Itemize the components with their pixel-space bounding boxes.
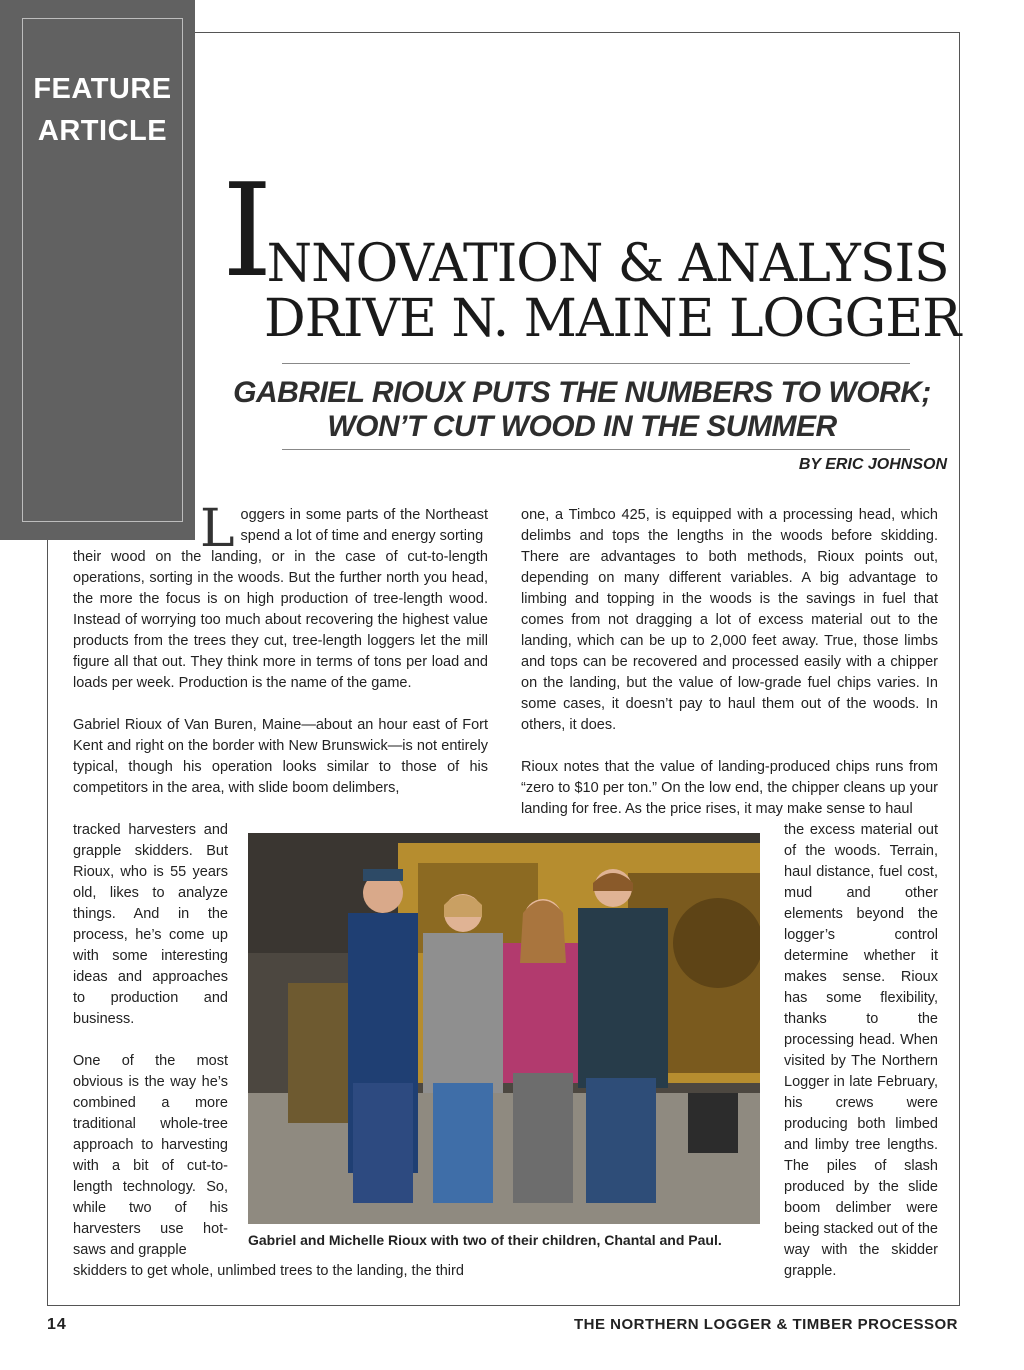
photo-caption: Gabriel and Michelle Rioux with two of their children, Chantal and Paul. — [248, 1232, 722, 1248]
paragraph-5-continued: the excess material out of the woods. Terrain, haul distance, fuel cost, mud and other elements beyond the logger’s control determine whether it makes sense. Rioux has some flexibility, thanks to the processing head. When visited by The Northern Logger in late February, his crews were producing both limbed and limby tree lengths. The piles of slash produced by the slide boom delimber were being stacked out of the way with the skidder grapple. — [784, 822, 938, 1279]
headline-line1 — [222, 157, 955, 306]
section-tag-line2: ARTICLE — [37, 115, 168, 147]
headline-drop-letter: I — [222, 157, 273, 306]
article-column-right — [521, 505, 938, 841]
byline: BY ERIC JOHNSON — [798, 456, 947, 473]
page-number: 14 — [47, 1316, 67, 1333]
paragraph-4: one, a Timbco 425, is equipped with a processing head, which delimbs and tops the lengths in the woods before skidding. There are advantages to both methods, Rioux points out, depending on many different variables. A big advantage to limbing and topping in the woods is the savings in fuel that comes from not dragging a lot of excess material out to the landing, which can be up to 2,000 feet away. True, those limbs and tops can be recovered and processed easily with a chipper on the landing, but the value of low-grade fuel chips varies. In some cases, it doesn’t pay to haul them out of the woods. In others, it does. — [521, 507, 938, 733]
section-tag-box — [0, 0, 195, 540]
paragraph-1-start: oggers in some parts of the Northeast spend a lot of time and energy sorting — [240, 507, 488, 544]
publication-name: THE NORTHERN LOGGER & TIMBER PROCESSOR — [573, 1316, 958, 1333]
article-column-left-narrow — [73, 820, 228, 1282]
headline-divider-top — [282, 363, 910, 364]
subheadline-divider — [282, 449, 910, 450]
article-column-left — [73, 547, 488, 820]
paragraph-1: their wood on the landing, or in the case of cut-to-length operations, sorting in the woods. But the further north you head, the more the focus is on high production of tree-length wood. Instead of worrying too much about recovering the highest value products from the trees they cut, tree-length loggers let the mill figure all that out. They think more in terms of tons per load and loads per week. Production is the name of the game. — [73, 549, 488, 691]
paragraph-5: Rioux notes that the value of landing-produced chips runs from “zero to $10 per ton.” On the low end, the chipper cleans up your landing for free. As the price rises, it may make sense to haul — [521, 759, 938, 817]
article-opening — [200, 499, 488, 559]
drop-cap: L — [200, 499, 235, 559]
paragraph-3-end: skidders to get whole, unlimbed trees to the landing, the third — [73, 1263, 464, 1279]
family-photo — [248, 833, 760, 1224]
paragraph-2: Gabriel Rioux of Van Buren, Maine—about an hour east of Fort Kent and right on the border with New Brunswick—is not entirely typical, though his operation looks similar to those of his competitors in the area, with slide boom delimbers, — [73, 717, 488, 796]
section-tag-line1: FEATURE — [33, 73, 172, 105]
headline-line1-text: NNOVATION & ANALYSIS — [266, 234, 949, 294]
paragraph-2-continued: tracked harvesters and grapple skidders. But Rioux, who is 55 years old, likes to analyze things. And in the process, he’s come up with some interesting ideas and approaches to production and business. — [73, 822, 228, 1027]
paragraph-3: One of the most obvious is the way he’s combined a more traditional whole-tree approach to harvesting with a bit of cut-to-length technology. So, while two of his harvesters use hot-saws and grapple — [73, 1053, 228, 1258]
subheadline: GABRIEL RIOUX PUTS THE NUMBERS TO WORK; WON’T CUT WOOD IN THE SUMMER — [233, 376, 931, 443]
family-photo-illustration — [248, 833, 760, 1224]
headline-line2: DRIVE N. MAINE LOGGER — [264, 289, 961, 349]
section-tag-label — [22, 68, 183, 152]
article-column-right-narrow — [784, 820, 938, 1303]
